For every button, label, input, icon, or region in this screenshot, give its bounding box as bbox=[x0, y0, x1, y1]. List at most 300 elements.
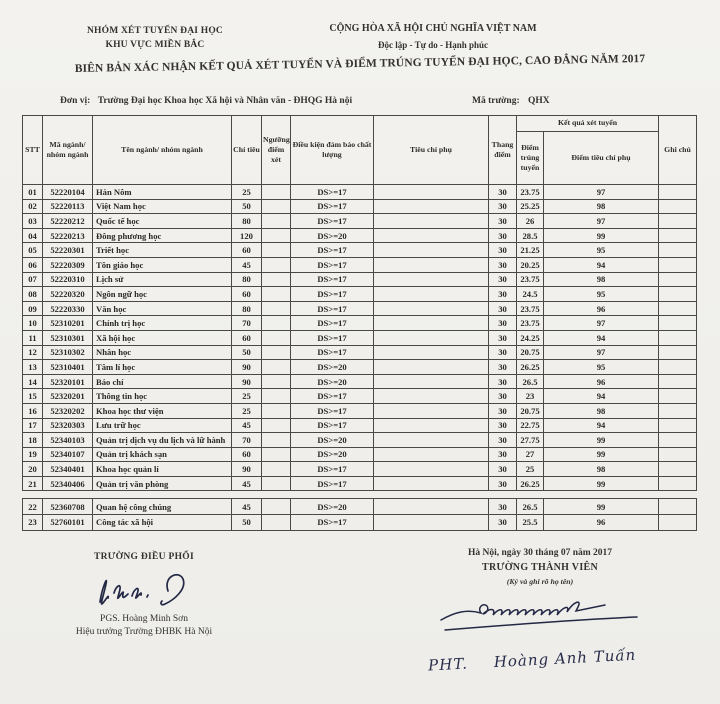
cell-sub-criteria bbox=[374, 214, 489, 229]
school-code-value: QHX bbox=[528, 96, 550, 106]
cell-sub-criteria bbox=[374, 228, 489, 243]
cell-major-code: 52310301 bbox=[43, 330, 93, 345]
admission-results-table-extra bbox=[22, 498, 697, 530]
cell-stt: 15 bbox=[23, 389, 43, 404]
table-row bbox=[23, 433, 697, 448]
cell-sub-criteria-score: 99 bbox=[544, 476, 659, 491]
cell-admission-score: 26.25 bbox=[517, 476, 544, 491]
cell-admission-score: 23.75 bbox=[517, 316, 544, 331]
cell-sub-criteria-score: 97 bbox=[544, 345, 659, 360]
cell-score-scale: 30 bbox=[489, 389, 517, 404]
col-header-stt: STT bbox=[23, 116, 43, 185]
cell-sub-criteria bbox=[374, 418, 489, 433]
table-row bbox=[23, 228, 697, 243]
table-row bbox=[23, 447, 697, 462]
handwritten-signed-name bbox=[428, 643, 679, 674]
cell-threshold bbox=[262, 462, 291, 477]
table-row bbox=[23, 257, 697, 272]
table-row bbox=[23, 214, 697, 229]
col-header-major-name: Tên ngành/ nhóm ngành bbox=[93, 116, 232, 185]
cell-major-code: 52760101 bbox=[43, 515, 93, 531]
cell-threshold bbox=[262, 287, 291, 302]
cell-threshold bbox=[262, 447, 291, 462]
cell-admission-score: 23.75 bbox=[517, 272, 544, 287]
cell-threshold bbox=[262, 499, 291, 515]
cell-sub-criteria-score: 98 bbox=[544, 272, 659, 287]
cell-quality-condition: DS>=17 bbox=[291, 301, 374, 316]
cell-quality-condition: DS>=17 bbox=[291, 214, 374, 229]
table-row bbox=[23, 418, 697, 433]
extra-rows-body bbox=[23, 499, 697, 530]
cell-quality-condition: DS>=17 bbox=[291, 389, 374, 404]
cell-major-code: 52310302 bbox=[43, 345, 93, 360]
cell-major-code: 52220113 bbox=[43, 199, 93, 214]
cell-note bbox=[659, 199, 697, 214]
cell-threshold bbox=[262, 374, 291, 389]
cell-admission-score: 27.75 bbox=[517, 433, 544, 448]
cell-note bbox=[659, 499, 697, 515]
cell-sub-criteria bbox=[374, 403, 489, 418]
cell-score-scale: 30 bbox=[489, 287, 517, 302]
cell-major-name: Lưu trữ học bbox=[93, 418, 232, 433]
table-row bbox=[23, 515, 697, 531]
cell-quota: 60 bbox=[232, 287, 262, 302]
cell-sub-criteria-score: 97 bbox=[544, 185, 659, 200]
cell-quality-condition: DS>=20 bbox=[291, 433, 374, 448]
cell-stt: 20 bbox=[23, 462, 43, 477]
cell-quota: 45 bbox=[232, 257, 262, 272]
cell-sub-criteria bbox=[374, 185, 489, 200]
member-school-signature-block bbox=[412, 548, 668, 638]
cell-quota: 50 bbox=[232, 345, 262, 360]
cell-quality-condition: DS>=17 bbox=[291, 330, 374, 345]
cell-note bbox=[659, 515, 697, 531]
cell-admission-score: 25.25 bbox=[517, 199, 544, 214]
cell-quota: 80 bbox=[232, 214, 262, 229]
cell-quota: 45 bbox=[232, 418, 262, 433]
cell-stt: 05 bbox=[23, 243, 43, 258]
table-row bbox=[23, 403, 697, 418]
cell-sub-criteria bbox=[374, 499, 489, 515]
signed-prefix: PHT. bbox=[427, 654, 469, 675]
cell-sub-criteria-score: 99 bbox=[544, 447, 659, 462]
cell-quota: 45 bbox=[232, 476, 262, 491]
table-row bbox=[23, 462, 697, 477]
cell-major-code: 52340103 bbox=[43, 433, 93, 448]
cell-stt: 12 bbox=[23, 345, 43, 360]
cell-major-code: 52340107 bbox=[43, 447, 93, 462]
cell-quality-condition: DS>=17 bbox=[291, 515, 374, 531]
cell-sub-criteria bbox=[374, 287, 489, 302]
cell-quality-condition: DS>=17 bbox=[291, 243, 374, 258]
cell-note bbox=[659, 185, 697, 200]
sign-instruction-note: (Ký và ghi rõ họ tên) bbox=[506, 577, 574, 586]
cell-sub-criteria bbox=[374, 389, 489, 404]
cell-admission-score: 26.5 bbox=[517, 499, 544, 515]
cell-score-scale: 30 bbox=[489, 228, 517, 243]
cell-quality-condition: DS>=20 bbox=[291, 228, 374, 243]
cell-note bbox=[659, 228, 697, 243]
cell-major-code: 52220104 bbox=[43, 185, 93, 200]
coordinating-school-title: TRƯỜNG ĐIỀU PHỐI bbox=[94, 552, 194, 562]
cell-admission-score: 26.5 bbox=[517, 374, 544, 389]
cell-threshold bbox=[262, 257, 291, 272]
cell-sub-criteria bbox=[374, 301, 489, 316]
cell-quality-condition: DS>=17 bbox=[291, 199, 374, 214]
cell-admission-score: 20.25 bbox=[517, 257, 544, 272]
cell-quality-condition: DS>=17 bbox=[291, 462, 374, 477]
cell-note bbox=[659, 389, 697, 404]
admission-results-table bbox=[22, 115, 697, 491]
cell-score-scale: 30 bbox=[489, 476, 517, 491]
cell-score-scale: 30 bbox=[489, 462, 517, 477]
cell-sub-criteria-score: 99 bbox=[544, 499, 659, 515]
table-row bbox=[23, 330, 697, 345]
cell-major-name: Khoa học quản lí bbox=[93, 462, 232, 477]
cell-major-name: Tâm lí học bbox=[93, 360, 232, 375]
table-row bbox=[23, 243, 697, 258]
table-row bbox=[23, 345, 697, 360]
national-header-block bbox=[258, 22, 608, 52]
cell-admission-score: 27 bbox=[517, 447, 544, 462]
cell-quality-condition: DS>=20 bbox=[291, 374, 374, 389]
cell-quota: 25 bbox=[232, 403, 262, 418]
cell-sub-criteria bbox=[374, 257, 489, 272]
cell-stt: 11 bbox=[23, 330, 43, 345]
cell-note bbox=[659, 374, 697, 389]
cell-threshold bbox=[262, 301, 291, 316]
cell-threshold bbox=[262, 228, 291, 243]
cell-major-name: Báo chí bbox=[93, 374, 232, 389]
cell-stt: 22 bbox=[23, 499, 43, 515]
cell-note bbox=[659, 316, 697, 331]
cell-major-name: Quản trị khách sạn bbox=[93, 447, 232, 462]
cell-sub-criteria-score: 98 bbox=[544, 199, 659, 214]
cell-quality-condition: DS>=17 bbox=[291, 476, 374, 491]
cell-quota: 25 bbox=[232, 389, 262, 404]
cell-quota: 90 bbox=[232, 360, 262, 375]
table-row bbox=[23, 287, 697, 302]
cell-note bbox=[659, 418, 697, 433]
cell-score-scale: 30 bbox=[489, 433, 517, 448]
cell-sub-criteria-score: 95 bbox=[544, 287, 659, 302]
document-title: BIÊN BẢN XÁC NHẬN KẾT QUẢ XÉT TUYỂN VÀ ĐIỂM TRÚNG TUYỂN ĐẠI HỌC, CAO ĐẲNG NĂM 2017 bbox=[74, 53, 646, 75]
table-row bbox=[23, 499, 697, 515]
coordinating-signer-name: PGS. Hoàng Minh Sơn bbox=[100, 614, 188, 624]
cell-score-scale: 30 bbox=[489, 499, 517, 515]
cell-admission-score: 24.5 bbox=[517, 287, 544, 302]
cell-stt: 18 bbox=[23, 433, 43, 448]
unit-value: Trường Đại học Khoa học Xã hội và Nhân văn - ĐHQG Hà nội bbox=[97, 96, 353, 106]
cell-major-name: Xã hội học bbox=[93, 330, 232, 345]
signed-name: Hoàng Anh Tuấn bbox=[493, 645, 637, 672]
cell-major-name: Nhân học bbox=[93, 345, 232, 360]
cell-major-code: 52320303 bbox=[43, 418, 93, 433]
cell-sub-criteria-score: 96 bbox=[544, 374, 659, 389]
cell-sub-criteria-score: 99 bbox=[544, 433, 659, 448]
cell-sub-criteria-score: 96 bbox=[544, 301, 659, 316]
cell-score-scale: 30 bbox=[489, 515, 517, 531]
cell-note bbox=[659, 462, 697, 477]
cell-stt: 17 bbox=[23, 418, 43, 433]
cell-admission-score: 22.75 bbox=[517, 418, 544, 433]
cell-quota: 45 bbox=[232, 499, 262, 515]
cell-major-name: Quản trị dịch vụ du lịch và lữ hành bbox=[93, 433, 232, 448]
cell-quality-condition: DS>=17 bbox=[291, 345, 374, 360]
cell-major-code: 52220301 bbox=[43, 243, 93, 258]
cell-sub-criteria-score: 94 bbox=[544, 330, 659, 345]
cell-score-scale: 30 bbox=[489, 330, 517, 345]
col-header-score-scale: Thang điểm bbox=[489, 116, 517, 185]
cell-threshold bbox=[262, 199, 291, 214]
cell-score-scale: 30 bbox=[489, 447, 517, 462]
cell-score-scale: 30 bbox=[489, 374, 517, 389]
cell-major-code: 52340406 bbox=[43, 476, 93, 491]
cell-score-scale: 30 bbox=[489, 345, 517, 360]
cell-admission-score: 24.25 bbox=[517, 330, 544, 345]
cell-stt: 03 bbox=[23, 214, 43, 229]
cell-score-scale: 30 bbox=[489, 185, 517, 200]
issuing-group-block bbox=[48, 24, 262, 52]
cell-score-scale: 30 bbox=[489, 243, 517, 258]
cell-major-name: Đông phương học bbox=[93, 228, 232, 243]
cell-note bbox=[659, 345, 697, 360]
cell-threshold bbox=[262, 272, 291, 287]
cell-sub-criteria-score: 94 bbox=[544, 418, 659, 433]
cell-sub-criteria bbox=[374, 447, 489, 462]
cell-quality-condition: DS>=17 bbox=[291, 257, 374, 272]
country-motto-line1: CỘNG HÒA XÃ HỘI CHỦ NGHĨA VIỆT NAM bbox=[329, 23, 537, 34]
cell-quality-condition: DS>=17 bbox=[291, 287, 374, 302]
cell-threshold bbox=[262, 345, 291, 360]
cell-score-scale: 30 bbox=[489, 199, 517, 214]
cell-major-name: Quản trị văn phòng bbox=[93, 476, 232, 491]
cell-quality-condition: DS>=20 bbox=[291, 360, 374, 375]
cell-admission-score: 26.25 bbox=[517, 360, 544, 375]
cell-threshold bbox=[262, 214, 291, 229]
cell-major-name: Ngôn ngữ học bbox=[93, 287, 232, 302]
cell-threshold bbox=[262, 403, 291, 418]
cell-threshold bbox=[262, 433, 291, 448]
cell-threshold bbox=[262, 476, 291, 491]
cell-threshold bbox=[262, 243, 291, 258]
cell-major-code: 52220310 bbox=[43, 272, 93, 287]
cell-sub-criteria-score: 96 bbox=[544, 515, 659, 531]
cell-admission-score: 20.75 bbox=[517, 403, 544, 418]
cell-score-scale: 30 bbox=[489, 214, 517, 229]
table-row bbox=[23, 476, 697, 491]
cell-stt: 08 bbox=[23, 287, 43, 302]
table-row bbox=[23, 360, 697, 375]
cell-major-name: Tôn giáo học bbox=[93, 257, 232, 272]
table-header-row-top bbox=[23, 116, 697, 132]
cell-major-name: Công tác xã hội bbox=[93, 515, 232, 531]
table-row bbox=[23, 389, 697, 404]
col-header-sub-criteria: Tiêu chí phụ bbox=[374, 116, 489, 185]
cell-sub-criteria-score: 94 bbox=[544, 257, 659, 272]
cell-quota: 120 bbox=[232, 228, 262, 243]
cell-major-code: 52220330 bbox=[43, 301, 93, 316]
col-header-note: Ghi chú bbox=[659, 116, 697, 185]
cell-admission-score: 21.25 bbox=[517, 243, 544, 258]
cell-sub-criteria-score: 97 bbox=[544, 316, 659, 331]
cell-sub-criteria bbox=[374, 433, 489, 448]
cell-quota: 60 bbox=[232, 330, 262, 345]
cell-stt: 21 bbox=[23, 476, 43, 491]
cell-sub-criteria bbox=[374, 345, 489, 360]
cell-admission-score: 23.75 bbox=[517, 301, 544, 316]
cell-major-code: 52220212 bbox=[43, 214, 93, 229]
cell-sub-criteria-score: 95 bbox=[544, 360, 659, 375]
cell-score-scale: 30 bbox=[489, 403, 517, 418]
coordinating-signer-role: Hiệu trưởng Trường ĐHBK Hà Nội bbox=[75, 627, 213, 637]
cell-major-code: 52340401 bbox=[43, 462, 93, 477]
cell-admission-score: 26 bbox=[517, 214, 544, 229]
cell-sub-criteria bbox=[374, 462, 489, 477]
table-row bbox=[23, 272, 697, 287]
cell-sub-criteria bbox=[374, 243, 489, 258]
cell-note bbox=[659, 257, 697, 272]
cell-note bbox=[659, 272, 697, 287]
cell-stt: 14 bbox=[23, 374, 43, 389]
cell-sub-criteria bbox=[374, 272, 489, 287]
coordinating-school-signature-block bbox=[38, 552, 250, 637]
cell-major-code: 52320201 bbox=[43, 389, 93, 404]
cell-major-name: Quốc tế học bbox=[93, 214, 232, 229]
cell-major-name: Văn học bbox=[93, 301, 232, 316]
cell-major-name: Lịch sử bbox=[93, 272, 232, 287]
table-row bbox=[23, 185, 697, 200]
member-school-title: TRƯỜNG THÀNH VIÊN bbox=[481, 562, 599, 573]
cell-quota: 50 bbox=[232, 515, 262, 531]
col-header-sub-criteria-score: Điểm tiêu chí phụ bbox=[544, 132, 659, 185]
cell-stt: 13 bbox=[23, 360, 43, 375]
signature-scribble-left bbox=[84, 566, 204, 612]
cell-score-scale: 30 bbox=[489, 360, 517, 375]
cell-sub-criteria bbox=[374, 374, 489, 389]
cell-major-code: 52220320 bbox=[43, 287, 93, 302]
unit-label: Đơn vị: bbox=[60, 96, 91, 106]
cell-stt: 01 bbox=[23, 185, 43, 200]
unit-line bbox=[60, 96, 352, 106]
cell-note bbox=[659, 301, 697, 316]
table-row bbox=[23, 199, 697, 214]
cell-quota: 90 bbox=[232, 374, 262, 389]
cell-major-name: Hán Nôm bbox=[93, 185, 232, 200]
cell-sub-criteria-score: 94 bbox=[544, 389, 659, 404]
cell-quota: 70 bbox=[232, 316, 262, 331]
region-name: KHU VỰC MIỀN BẮC bbox=[105, 40, 205, 50]
table-row bbox=[23, 374, 697, 389]
cell-admission-score: 23.75 bbox=[517, 185, 544, 200]
cell-quota: 60 bbox=[232, 243, 262, 258]
cell-note bbox=[659, 447, 697, 462]
table-row bbox=[23, 301, 697, 316]
cell-quality-condition: DS>=20 bbox=[291, 499, 374, 515]
signature-scribble-right bbox=[433, 594, 647, 638]
cell-stt: 19 bbox=[23, 447, 43, 462]
signature-date: Hà Nội, ngày 30 tháng 07 năm 2017 bbox=[467, 548, 613, 558]
admission-tables bbox=[22, 115, 698, 531]
cell-note bbox=[659, 433, 697, 448]
cell-score-scale: 30 bbox=[489, 316, 517, 331]
cell-note bbox=[659, 214, 697, 229]
cell-threshold bbox=[262, 330, 291, 345]
cell-quality-condition: DS>=17 bbox=[291, 185, 374, 200]
cell-note bbox=[659, 287, 697, 302]
col-header-quota: Chỉ tiêu bbox=[232, 116, 262, 185]
cell-sub-criteria bbox=[374, 476, 489, 491]
cell-quality-condition: DS>=17 bbox=[291, 418, 374, 433]
cell-admission-score: 25 bbox=[517, 462, 544, 477]
cell-sub-criteria-score: 98 bbox=[544, 462, 659, 477]
school-code-line bbox=[472, 96, 550, 106]
cell-major-code: 52360708 bbox=[43, 499, 93, 515]
cell-note bbox=[659, 403, 697, 418]
cell-sub-criteria bbox=[374, 515, 489, 531]
cell-major-code: 52320101 bbox=[43, 374, 93, 389]
cell-admission-score: 25.5 bbox=[517, 515, 544, 531]
cell-threshold bbox=[262, 360, 291, 375]
cell-sub-criteria bbox=[374, 360, 489, 375]
cell-sub-criteria-score: 97 bbox=[544, 214, 659, 229]
cell-threshold bbox=[262, 389, 291, 404]
cell-admission-score: 28.5 bbox=[517, 228, 544, 243]
cell-admission-score: 20.75 bbox=[517, 345, 544, 360]
cell-stt: 06 bbox=[23, 257, 43, 272]
cell-major-name: Khoa học thư viện bbox=[93, 403, 232, 418]
cell-note bbox=[659, 360, 697, 375]
cell-threshold bbox=[262, 185, 291, 200]
cell-note bbox=[659, 243, 697, 258]
cell-threshold bbox=[262, 316, 291, 331]
country-motto-line2: Độc lập - Tự do - Hạnh phúc bbox=[377, 40, 488, 50]
cell-major-name: Triết học bbox=[93, 243, 232, 258]
cell-score-scale: 30 bbox=[489, 257, 517, 272]
main-rows-body bbox=[23, 185, 697, 491]
cell-admission-score: 23 bbox=[517, 389, 544, 404]
cell-major-name: Chính trị học bbox=[93, 316, 232, 331]
cell-quota: 25 bbox=[232, 185, 262, 200]
cell-major-code: 52220309 bbox=[43, 257, 93, 272]
cell-stt: 23 bbox=[23, 515, 43, 531]
cell-threshold bbox=[262, 515, 291, 531]
cell-quality-condition: DS>=17 bbox=[291, 272, 374, 287]
cell-quality-condition: DS>=17 bbox=[291, 403, 374, 418]
table-row bbox=[23, 316, 697, 331]
col-header-threshold: Ngưỡng điểm xét bbox=[262, 116, 291, 185]
cell-major-code: 52220213 bbox=[43, 228, 93, 243]
cell-major-name: Quan hệ công chúng bbox=[93, 499, 232, 515]
cell-quota: 70 bbox=[232, 433, 262, 448]
cell-sub-criteria-score: 98 bbox=[544, 403, 659, 418]
cell-quota: 90 bbox=[232, 462, 262, 477]
cell-major-code: 52320202 bbox=[43, 403, 93, 418]
cell-major-code: 52310401 bbox=[43, 360, 93, 375]
cell-stt: 04 bbox=[23, 228, 43, 243]
cell-stt: 09 bbox=[23, 301, 43, 316]
col-header-result-group: Kết quả xét tuyển bbox=[517, 116, 659, 132]
cell-major-code: 52310201 bbox=[43, 316, 93, 331]
cell-note bbox=[659, 330, 697, 345]
cell-score-scale: 30 bbox=[489, 301, 517, 316]
cell-sub-criteria bbox=[374, 330, 489, 345]
col-header-admission-score: Điểm trúng tuyển bbox=[517, 132, 544, 185]
cell-stt: 02 bbox=[23, 199, 43, 214]
school-code-label: Mã trường: bbox=[472, 96, 520, 106]
group-name: NHÓM XÉT TUYỂN ĐẠI HỌC bbox=[86, 26, 223, 36]
cell-quota: 80 bbox=[232, 301, 262, 316]
